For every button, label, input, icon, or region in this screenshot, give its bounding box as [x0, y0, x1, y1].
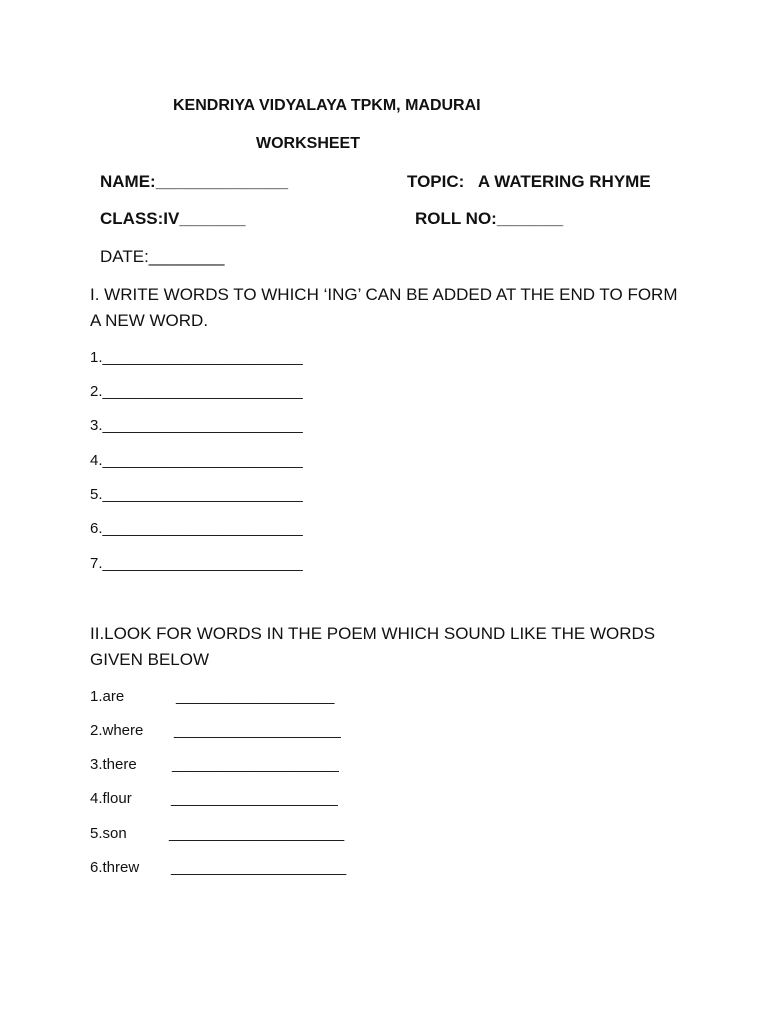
word-label: 6.threw [90, 859, 140, 876]
name-field: NAME:______________ [100, 172, 289, 191]
date-field: DATE:________ [100, 247, 225, 266]
answer-blank: ____________________ [172, 756, 339, 773]
topic-field: TOPIC: A WATERING RHYME [407, 172, 651, 191]
roll-no-field: ROLL NO:_______ [415, 209, 564, 228]
word-label: 1.are [90, 688, 125, 705]
answer-blank: ___________________ [176, 688, 335, 705]
list-item: 5.________________________ [90, 486, 303, 503]
list-item: 3.________________________ [90, 417, 303, 434]
answer-blank: ____________________ [174, 722, 341, 739]
list-item: 2.________________________ [90, 383, 303, 400]
word-label: 4.flour [90, 790, 132, 807]
word-label: 2.where [90, 722, 144, 739]
list-item: 6.________________________ [90, 520, 303, 537]
worksheet-title: WORKSHEET [256, 135, 360, 152]
list-item: 4.________________________ [90, 452, 303, 469]
answer-blank: _____________________ [169, 825, 345, 842]
word-label: 3.there [90, 756, 137, 773]
class-field: CLASS:IV_______ [100, 209, 246, 228]
school-name: KENDRIYA VIDYALAYA TPKM, MADURAI [173, 97, 481, 114]
answer-blank: _____________________ [171, 859, 347, 876]
section-2-question: II.LOOK FOR WORDS IN THE POEM WHICH SOUND LIKE THE WORDS GIVEN BELOW [90, 624, 656, 669]
word-label: 5.son [90, 825, 127, 842]
section-1-question: I. WRITE WORDS TO WHICH ‘ING’ CAN BE ADDED AT THE END TO FORM A NEW WORD. [90, 285, 678, 330]
list-item: 1.________________________ [90, 349, 303, 366]
list-item: 7.________________________ [90, 555, 303, 572]
answer-blank: ____________________ [171, 790, 338, 807]
